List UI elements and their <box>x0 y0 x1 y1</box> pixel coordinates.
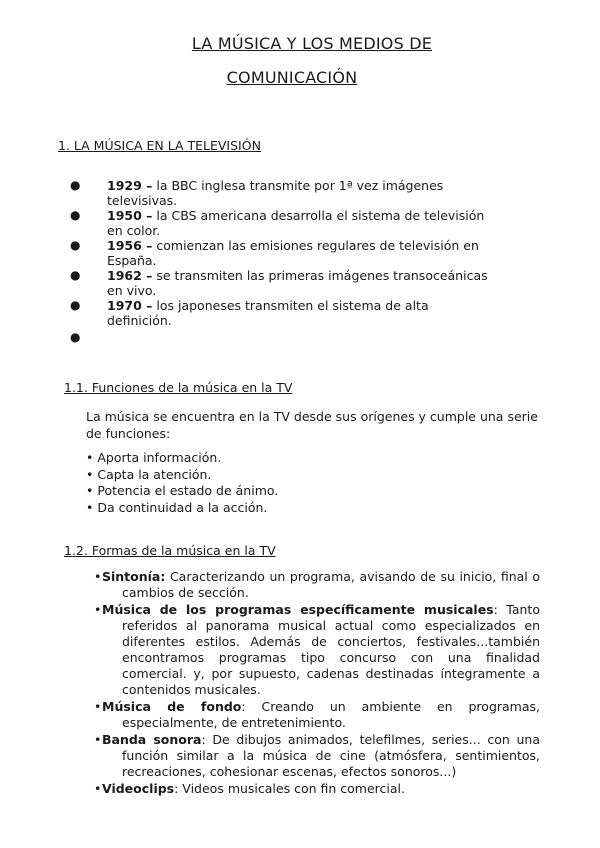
form-text: : Videos musicales con fin comercial. <box>174 781 405 796</box>
section-1-heading: 1. LA MÚSICA EN LA TELEVISIÓN <box>58 138 261 153</box>
form-item <box>86 732 540 780</box>
form-term: Videoclips <box>102 781 175 796</box>
timeline-text: la CBS americana desarrolla el sistema de televisión en color. <box>107 208 485 238</box>
form-item <box>86 569 540 601</box>
form-text: : De dibujos animados, telefilmes, series... con una función similar a la música de cine (atmósfera, sentimientos, recreaciones, cohesionar escenas, efectos sonoros...) <box>122 732 540 779</box>
bullet-icon: ● <box>70 238 81 252</box>
form-text: : Creando un ambiente en programas, especialmente, de entretenimiento. <box>122 699 540 730</box>
bullet-icon: • <box>94 699 102 714</box>
function-item: • Capta la atención. <box>86 466 212 482</box>
bullet-icon: ● <box>70 298 81 312</box>
tv-timeline-list <box>70 178 490 345</box>
form-text: : Tanto referidos al panorama musical actual como especializados en diferentes estilos. Además de conciertos, festivales...también encontramos programas tipo concurso con una finalidad comercial. y, por supuesto, cadenas destinadas íntegramente a contenidos musicales. <box>122 602 540 697</box>
timeline-year: 1950 – <box>107 208 153 223</box>
form-term: Banda sonora <box>102 732 202 747</box>
timeline-year: 1956 – <box>107 238 153 253</box>
timeline-year: 1970 – <box>107 298 153 313</box>
bullet-icon: • <box>94 732 102 747</box>
timeline-text: se transmiten las primeras imágenes transoceánicas en vivo. <box>107 268 488 298</box>
functions-list <box>86 450 278 516</box>
function-item: • Potencia el estado de ánimo. <box>86 483 279 498</box>
form-term: Música de fondo <box>102 699 242 714</box>
form-term: Música de los programas específicamente musicales <box>102 602 494 617</box>
function-item: • Da continuidad a la acción. <box>86 499 268 515</box>
forms-list <box>86 569 540 798</box>
timeline-item <box>70 238 490 268</box>
bullet-icon: ● <box>70 268 81 282</box>
timeline-text: comienzan las emisiones regulares de televisión en España. <box>107 238 479 268</box>
bullet-icon: ● <box>70 208 81 222</box>
timeline-item-empty <box>70 330 490 345</box>
timeline-year: 1929 – <box>107 178 153 193</box>
timeline-text: la BBC inglesa transmite por 1ª vez imágenes televisivas. <box>107 178 444 208</box>
section-1-1-heading: 1.1. Funciones de la música en la TV <box>64 380 293 395</box>
timeline-year: 1962 – <box>107 268 153 283</box>
function-item: • Aporta información. <box>86 450 222 465</box>
form-item <box>86 781 540 797</box>
document-title-line-2: COMUNICACIÓN <box>226 68 358 87</box>
form-item <box>86 699 540 731</box>
bullet-icon: • <box>94 781 102 796</box>
form-item <box>86 602 540 698</box>
bullet-icon: ● <box>70 330 81 344</box>
form-text: Caracterizando un programa, avisando de su inicio, final o cambios de sección. <box>122 569 540 600</box>
bullet-icon: ● <box>70 178 81 192</box>
timeline-item <box>70 268 490 298</box>
document-title-line-1: LA MÚSICA Y LOS MEDIOS DE <box>191 34 433 53</box>
section-1-2-heading: 1.2. Formas de la música en la TV <box>64 543 276 558</box>
section-1-1-intro: La música se encuentra en la TV desde sus orígenes y cumple una serie de funciones: <box>86 409 538 441</box>
timeline-text: los japoneses transmiten el sistema de alta definición. <box>107 298 429 328</box>
bullet-icon: • <box>94 602 102 617</box>
form-term: Sintonía: <box>102 569 166 584</box>
bullet-icon: • <box>94 569 102 584</box>
timeline-item <box>70 298 490 328</box>
timeline-item <box>70 178 490 208</box>
timeline-item <box>70 208 490 238</box>
